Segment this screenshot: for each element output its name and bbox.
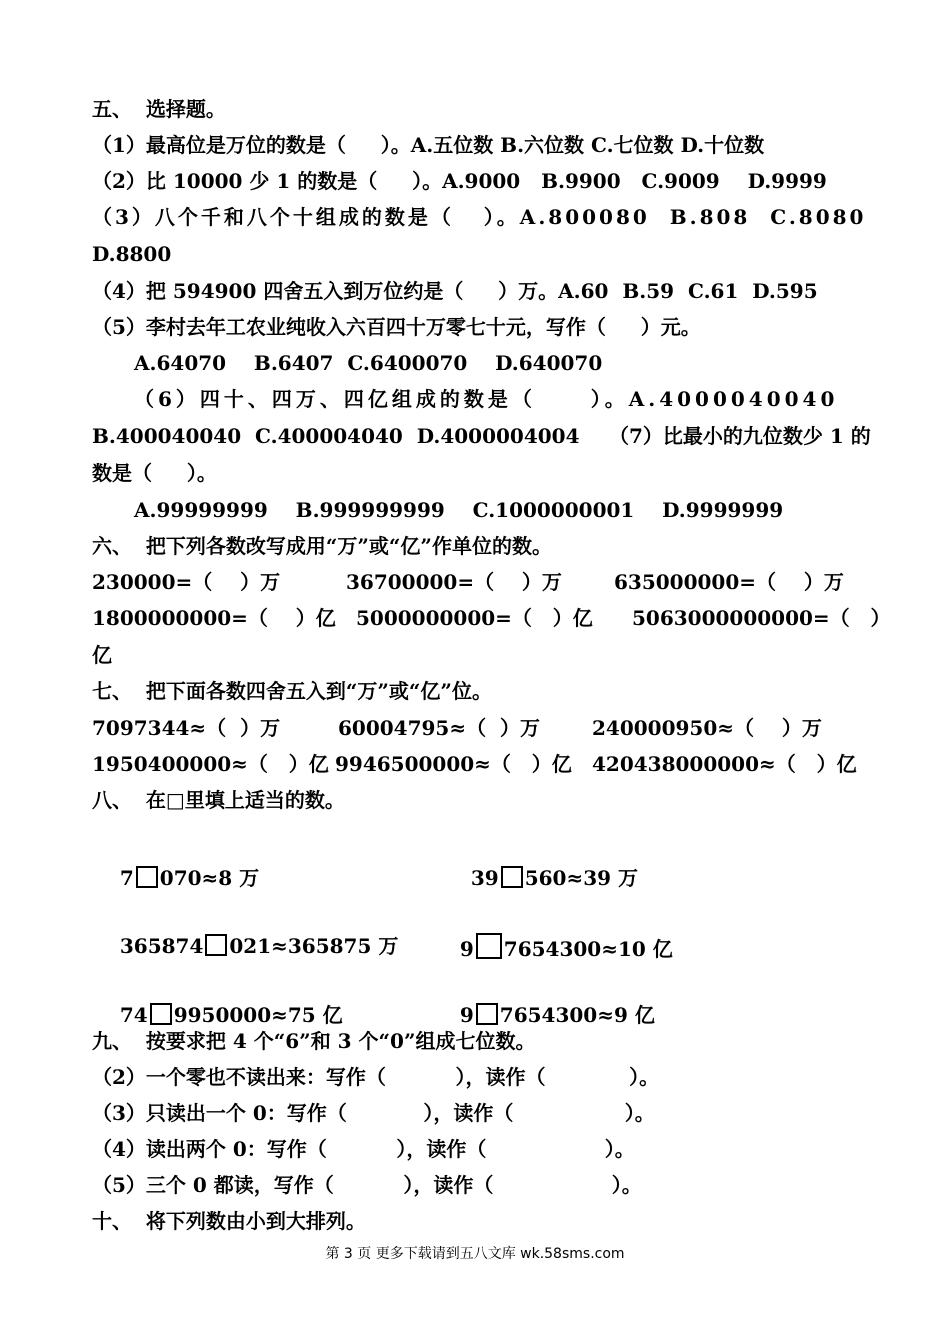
- sec6-row1-c: 635000000=（ ）万: [614, 570, 844, 594]
- question-7-options: A.99999999 B.999999999 C.1000000001 D.9999999: [134, 498, 784, 522]
- blank-box[interactable]: [501, 866, 523, 888]
- fill-suffix: 021≈365875 万: [229, 934, 399, 958]
- fill-suffix: 560≈39 万: [524, 866, 639, 890]
- fill-item: [92, 839, 259, 917]
- question-4: （4）把 594900 四舍五入到万位约是（ ）万。A.60 B.59 C.61 D.595: [92, 279, 818, 303]
- fill-item: [92, 907, 398, 985]
- sec6-row1-a: 230000=（ ）万: [92, 570, 281, 594]
- fill-suffix: 7654300≈10 亿: [503, 937, 673, 961]
- fill-suffix: 7654300≈9 亿: [499, 1003, 655, 1027]
- section-10-title: 十、 将下列数由小到大排列。: [92, 1209, 366, 1233]
- question-3: （3）八个千和八个十组成的数是（ ）。A.800080 B.808 C.8080: [92, 205, 867, 229]
- sec6-row2-a: 1800000000=（ ）亿: [92, 606, 336, 630]
- sec7-row2-c: 420438000000≈（ ）亿: [592, 752, 857, 776]
- blank-box[interactable]: [136, 866, 158, 888]
- fill-suffix: 9950000≈75 亿: [173, 1003, 343, 1027]
- sec7-row1-a: 7097344≈（ ）万: [92, 716, 281, 740]
- question-7: （7）比最小的九位数少 1 的: [609, 424, 871, 448]
- section-7-title: 七、 把下面各数四舍五入到“万”或“亿”位。: [92, 679, 492, 703]
- fill-prefix: 9: [459, 1003, 474, 1027]
- fill-suffix: 070≈8 万: [159, 866, 260, 890]
- question-2: （2）比 10000 少 1 的数是（ ）。A.9000 B.9900 C.9009 D.9999: [92, 169, 827, 193]
- sec9-line-2: （2）一个零也不读出来：写作（ ），读作（ ）。: [92, 1065, 660, 1089]
- sec7-row2-b: 9946500000≈（ ）亿: [335, 752, 572, 776]
- sec9-line-4: （4）读出两个 0：写作（ ），读作（ ）。: [92, 1137, 635, 1161]
- blank-box[interactable]: [150, 1003, 172, 1025]
- section-9-title: 九、 按要求把 4 个“6”和 3 个“0”组成七位数。: [92, 1029, 536, 1053]
- sec6-row2-b: 5000000000=（ ）亿: [356, 606, 593, 630]
- fill-prefix: 9: [459, 937, 474, 961]
- fill-prefix: 39: [470, 866, 499, 890]
- section-5-title: 五、 选择题。: [92, 97, 226, 121]
- question-7-tail: 数是（ ）。: [92, 461, 217, 485]
- sec7-row1-c: 240000950≈（ ）万: [592, 716, 822, 740]
- section-8-title: 八、 在□里填上适当的数。: [92, 788, 345, 812]
- sec9-line-5: （5）三个 0 都读，写作（ ），读作（ ）。: [92, 1173, 642, 1197]
- fill-prefix: 74: [119, 1003, 148, 1027]
- page-footer: 第 3 页 更多下载请到五八文库 wk.58sms.com: [325, 1246, 625, 1262]
- blank-box[interactable]: [476, 933, 502, 959]
- blank-box[interactable]: [205, 934, 227, 956]
- fill-prefix: 365874: [119, 934, 204, 958]
- question-6-options: B.400040040 C.400004040 D.4000004004: [92, 424, 580, 448]
- question-1: （1）最高位是万位的数是（ ）。A.五位数 B.六位数 C.七位数 D.十位数: [92, 133, 765, 157]
- section-6-title: 六、 把下列各数改写成用“万”或“亿”作单位的数。: [92, 534, 552, 558]
- fill-prefix: 7: [119, 866, 134, 890]
- sec9-line-3: （3）只读出一个 0：写作（ ），读作（ ）。: [92, 1101, 655, 1125]
- question-5-options: A.64070 B.6407 C.6400070 D.640070: [134, 351, 603, 375]
- blank-box[interactable]: [476, 1003, 498, 1025]
- question-6: （6）四十、四万、四亿组成的数是（ ）。A.4000040040: [134, 387, 839, 411]
- sec6-row2-c: 5063000000000=（ ）: [632, 606, 891, 630]
- sec6-row2-tail: 亿: [92, 643, 112, 667]
- sec7-row2-a: 1950400000≈（ ）亿: [92, 752, 329, 776]
- sec7-row1-b: 60004795≈（ ）万: [338, 716, 541, 740]
- fill-item: [443, 839, 638, 917]
- question-3-option-d: D.8800: [92, 242, 172, 266]
- question-5: （5）李村去年工农业纯收入六百四十万零七十元，写作（ ）元。: [92, 315, 701, 339]
- sec6-row1-b: 36700000=（ ）万: [346, 570, 562, 594]
